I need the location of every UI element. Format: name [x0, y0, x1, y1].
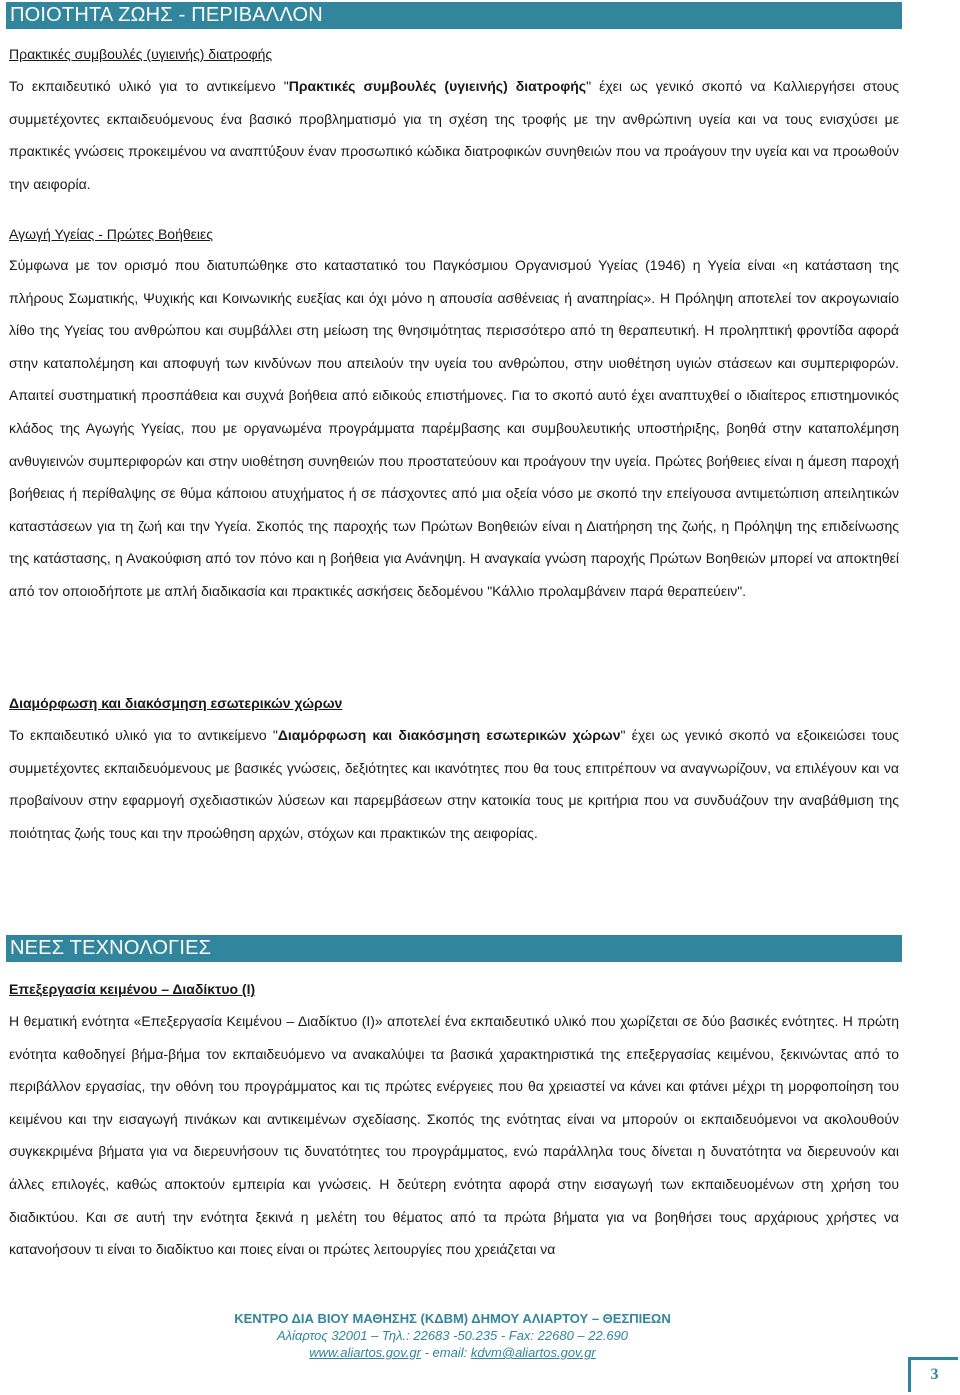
section-banner-quality-of-life: ΠΟΙΟΤΗΤΑ ΖΩΗΣ - ΠΕΡΙΒΑΛΛΟΝ [6, 2, 902, 29]
wordproc-paragraph: Η θεματική ενότητα «Επεξεργασία Κειμένου – Διαδίκτυο (Ι)» αποτελεί ένα εκπαιδευτικό υλικό που χωρίζεται σε δύο βασικές ενότητες. Η πρώτη ενότητα καθοδηγεί βήμα-βήμα τον εκπαιδευόμενο να ανακαλύψει τα βασικά χαρακτηριστικά της επεξεργασίας κειμένου, ξεκινώντας από το περιβάλλον εργασίας, την οθόνη του προγράμματος και τις πρώτες ενέργειες που θα χρειαστεί να κάνει και φτάνει μέχρι τη μορφοποίηση του κειμένου και την εισαγωγή πινάκων και αντικειμένων σχεδίασης. Σκοπός της ενότητας είναι να μπορούν οι εκπαιδευόμενοι να ακολουθούν συγκεκριμένα βήματα για να διερευνήσουν τις δυνατότητες του προγράμματος, ενώ παράλληλα τους δίνεται η δυνατότητα να διερευνούν και άλλες επιλογές, καθώς αποκτούν εμπειρία και γνώσεις. Η δεύτερη ενότητα αφορά στην εισαγωγή των εκπαιδευομένων στη χρήση του διαδικτύου. Και σε αυτή την ενότητα ξεκινά η μελέτη του θέματος από τα πρώτα βήματα για να βοηθήσει τους αρχάριους χρήστες να κατανοήσουν τι είναι το διαδίκτυο και ποιες είναι οι πρώτες λειτουργίες που χρειάζεται να [9, 1013, 899, 1258]
interior-subheading: Διαμόρφωση και διακόσμηση εσωτερικών χώρων [9, 695, 343, 711]
wordproc-subheading: Επεξεργασία κειμένου – Διαδίκτυο (Ι) [9, 981, 256, 997]
diet-subheading: Πρακτικές συμβουλές (υγιεινής) διατροφής [9, 46, 273, 62]
health-subheading: Αγωγή Υγείας - Πρώτες Βοήθειες [9, 226, 213, 242]
footer-links: www.aliartos.gov.gr - email: kdvm@aliartos.gov.gr [309, 1345, 596, 1360]
website-link[interactable]: www.aliartos.gov.gr [309, 1345, 421, 1360]
section-banner-new-technologies: ΝΕΕΣ ΤΕΧΝΟΛΟΓΙΕΣ [6, 935, 902, 962]
health-paragraph: Σύμφωνα με τον ορισμό που διατυπώθηκε στο καταστατικό του Παγκόσμιου Οργανισμού Υγείας (1946) η Υγεία είναι «η κατάσταση της πλήρους Σωματικής, Ψυχικής και Κοινωνικής ευεξίας και όχι μόνο η απουσία ασθένειας ή αναπηρίας». Η Πρόληψη αποτελεί τον ακρογωνιαίο λίθο της Υγείας του ανθρώπου και συμβάλλει στη μείωση της θνησιμότητας περισσότερο από τη θεραπευτική. Η προληπτική φροντίδα αφορά στην καταπολέμηση και αποφυγή των κινδύνων που απειλούν την υγεία του ανθρώπου, στην υιοθέτηση υγιών στάσεων και συμπεριφορών. Απαιτεί συστηματική προσπάθεια και συχνά βοήθεια από ειδικούς επιστήμονες. Για το σκοπό αυτό έχει αναπτυχθεί ο ιδιαίτερος επιστημονικός κλάδος της Αγωγής Υγείας, που με οργανωμένα προγράμματα παρέμβασης και συμβουλευτικής υποστήριξης, βοηθά στην καταπολέμηση ανθυγιεινών συμπεριφορών και στην υιοθέτηση συνηθειών που προστατεύουν και προάγουν την υγεία. Πρώτες βοήθειες είναι η άμεση παροχή βοήθειας ή περίθαλψης σε θύμα κάποιου ατυχήματος ή σε πάσχοντες από μια οξεία νόσο με σκοπό την επείγουσα αντιμετώπιση απειλητικών καταστάσεων για τη ζωή και την Υγεία. Σκοπός της παροχής των Πρώτων Βοηθειών είναι η Διατήρηση της ζωής, η Πρόληψη της επιδείνωσης της κατάστασης, η Ανακούφιση από τον πόνο και η βοήθεια για Ανάνηψη. Η αναγκαία γνώση παροχής Πρώτων Βοηθειών μπορεί να αποκτηθεί από τον οποιοδήποτε με απλή διαδικασία και πρακτικές ασκήσεις δεδομένου "Κάλλιο προλαμβάνειν παρά θεραπεύειν". [9, 257, 899, 599]
page-number: 3 [908, 1357, 958, 1392]
page-footer [0, 1310, 905, 1361]
footer-contact: Αλίαρτος 32001 – Τηλ.: 22683 -50.235 - Fax: 22680 – 22.690 [276, 1328, 629, 1343]
email-link[interactable]: kdvm@aliartos.gov.gr [470, 1345, 596, 1360]
interior-paragraph: Το εκπαιδευτικό υλικό για το αντικείμενο "Διαμόρφωση και διακόσμηση εσωτερικών χώρων" έχει ως γενικό σκοπό να εξοικειώσει τους συμμετέχοντες εκπαιδευόμενους με βασικές γνώσεις, δεξιότητες και ικανότητες που θα τους επιτρέπουν να αναγνωρίζουν, να επιλέγουν και να προβαίνουν στην εφαρμογή σχεδιαστικών λύσεων και παρεμβάσεων στην κατοικία τους με κριτήρια που να συνδυάζουν την αναβάθμιση της ποιότητας ζωής τους και την προώθηση αρχών, στόχων και πρακτικών της αειφορίας. [9, 727, 900, 841]
footer-organization: ΚΕΝΤΡΟ ΔΙΑ ΒΙΟΥ ΜΑΘΗΣΗΣ (ΚΔΒΜ) ΔΗΜΟΥ ΑΛΙΑΡΤΟΥ – ΘΕΣΠΙΕΩΝ [234, 1311, 671, 1326]
diet-paragraph: Το εκπαιδευτικό υλικό για το αντικείμενο "Πρακτικές συμβουλές (υγιεινής) διατροφής" έχει ως γενικό σκοπό να Καλλιεργήσει στους συμμετέχοντες εκπαιδευόμενους ένα βασικό προβληματισμό για τη σχέση της τροφής με την ανθρώπινη υγεία και να τους ενισχύσει με πρακτικές γνώσεις προκειμένου να αναπτύξουν έναν προσωπικό κώδικα διατροφικών συνηθειών που να προάγουν την υγεία και να προωθούν την αειφορία. [9, 78, 899, 192]
